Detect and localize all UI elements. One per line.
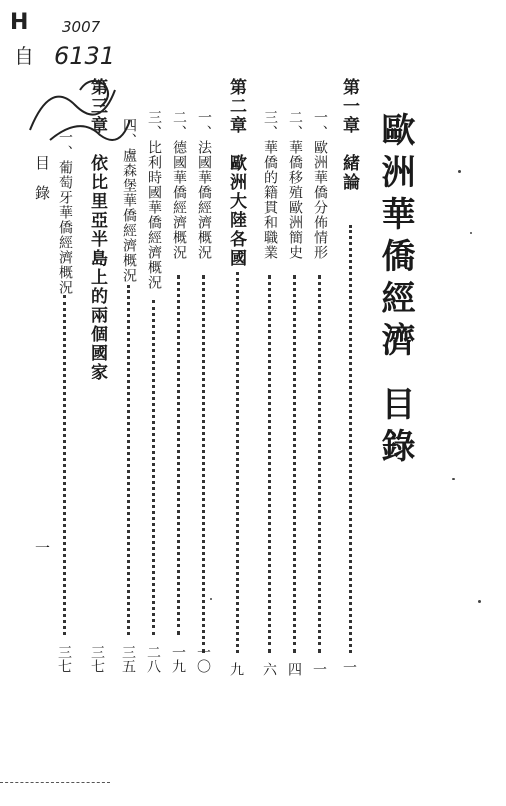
scan-speck bbox=[452, 478, 455, 480]
toc-page-number: 六 bbox=[261, 662, 277, 676]
running-header: 目 錄 bbox=[33, 155, 51, 200]
title-main: 歐洲華僑經濟 bbox=[375, 112, 415, 364]
toc-label: 一、葡萄牙華僑經濟概況 bbox=[57, 130, 73, 295]
toc-leader bbox=[268, 275, 274, 653]
toc-leader bbox=[127, 285, 133, 635]
toc-leader bbox=[349, 225, 355, 653]
scan-speck bbox=[210, 598, 212, 600]
toc-page-number: 二八 bbox=[145, 645, 161, 673]
toc-label: 二、華僑移殖歐洲簡史 bbox=[287, 110, 303, 260]
toc-page-number: 一 bbox=[341, 660, 357, 674]
toc-leader bbox=[63, 295, 69, 635]
toc-entry-s3-1[interactable] bbox=[57, 130, 73, 295]
toc-leader bbox=[202, 275, 208, 653]
toc-label: 第二章 歐洲大陸各國 bbox=[226, 78, 246, 268]
toc-leader bbox=[152, 300, 158, 635]
toc-label: 三、華僑的籍貫和職業 bbox=[262, 110, 278, 260]
toc-label: 一、法國華僑經濟概況 bbox=[196, 110, 212, 260]
toc-entry-s1-1[interactable] bbox=[312, 110, 328, 260]
toc-entry-ch1[interactable] bbox=[340, 78, 358, 192]
toc-page-number: 三五 bbox=[120, 645, 136, 673]
toc-leader bbox=[293, 275, 299, 653]
title-suffix: 目錄 bbox=[375, 386, 415, 470]
toc-label: 二、德國華僑經濟概況 bbox=[171, 110, 187, 260]
handwritten-note: 6131 bbox=[54, 42, 116, 70]
toc-page-number: 一九 bbox=[170, 645, 186, 673]
handwritten-mark: 自 bbox=[14, 44, 34, 68]
folio-number: 一 bbox=[33, 540, 51, 555]
toc-label: 第一章 緒論 bbox=[339, 78, 359, 192]
handwritten-mark: H bbox=[10, 10, 29, 35]
handwritten-scribble bbox=[20, 60, 140, 150]
toc-leader bbox=[318, 275, 324, 653]
toc-label: 一、歐洲華僑分佈情形 bbox=[312, 110, 328, 260]
toc-page-number: 三七 bbox=[56, 645, 72, 673]
handwritten-note: 3007 bbox=[62, 18, 101, 36]
toc-page-number: 四 bbox=[286, 662, 302, 676]
toc-entry-s2-3[interactable] bbox=[146, 110, 162, 290]
toc-leader bbox=[177, 275, 183, 635]
toc-page-number: 九 bbox=[228, 662, 244, 676]
scan-speck bbox=[458, 170, 461, 173]
toc-page-number: 三七 bbox=[89, 645, 105, 673]
toc-label: 四、盧森堡華僑經濟概況 bbox=[121, 118, 137, 283]
toc-leader bbox=[236, 272, 242, 653]
toc-label: 三、比利時國華僑經濟概況 bbox=[146, 110, 162, 290]
scan-speck bbox=[478, 600, 481, 603]
scan-edge-line bbox=[0, 782, 110, 784]
toc-entry-s1-3[interactable] bbox=[262, 110, 278, 260]
toc-entry-s2-2[interactable] bbox=[171, 110, 187, 260]
scan-speck bbox=[470, 232, 472, 234]
toc-page-number: 一 bbox=[311, 662, 327, 676]
toc-entry-s2-1[interactable] bbox=[196, 110, 212, 260]
toc-label: 第三章 依比里亞半島上的兩個國家 bbox=[87, 78, 107, 382]
page-title bbox=[376, 112, 414, 470]
toc-page-number: 一〇 bbox=[195, 645, 211, 673]
toc-entry-ch2[interactable] bbox=[227, 78, 245, 268]
toc-entry-s1-2[interactable] bbox=[287, 110, 303, 260]
